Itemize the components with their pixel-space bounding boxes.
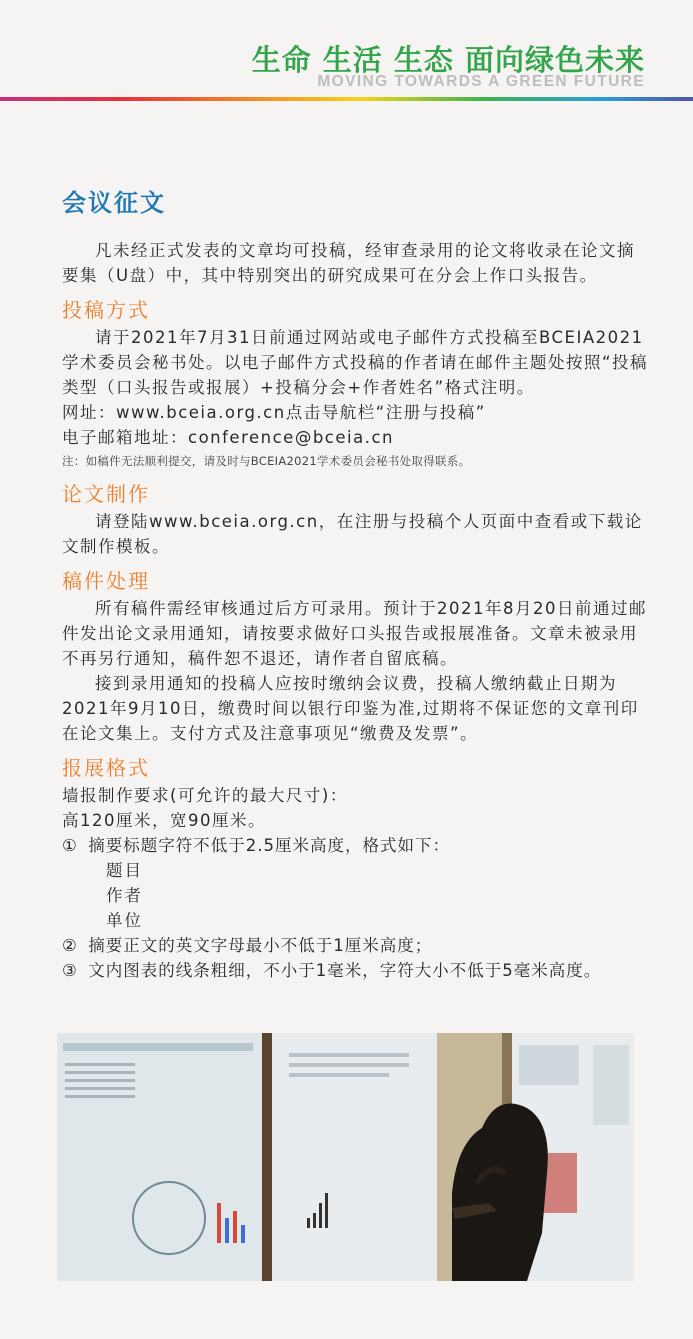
poster-format-line: 作者 xyxy=(106,886,143,905)
section-title-preparation: 论文制作 xyxy=(62,482,150,506)
section-title-submission: 投稿方式 xyxy=(62,298,150,322)
poster-list-item: ① 摘要标题字符不低于2.5厘米高度，格式如下： xyxy=(62,836,450,855)
poster-format-line: 单位 xyxy=(106,911,143,930)
section-title-poster: 报展格式 xyxy=(62,756,150,780)
submission-body: 请于2021年7月31日前通过网站或电子邮件方式投稿至BCEIA2021学术委员会秘书处。以电子邮件方式投稿的作者请在邮件主题处按照“投稿类型（口头报告或报展）+投稿分会+作者姓名”格式注明。 xyxy=(62,328,649,397)
processing-paragraph-2: 接到录用通知的投稿人应按时缴纳会议费，投稿人缴纳截止日期为2021年9月10日，缴费时间以银行印鉴为准,过期将不保证您的文章刊印在论文集上。支付方式及注意事项见“缴费及发票”。 xyxy=(62,674,639,743)
section-title-processing: 稿件处理 xyxy=(62,569,150,593)
poster-list-item: ② 摘要正文的英文字母最小不低于1厘米高度； xyxy=(62,936,433,955)
section-title-call-for-papers: 会议征文 xyxy=(62,189,166,217)
call-for-papers-intro: 凡未经正式发表的文章均可投稿，经审查录用的论文将收录在论文摘要集（U盘）中，其中特别突出的研究成果可在分会上作口头报告。 xyxy=(62,241,635,285)
slogan-english: MOVING TOWARDS A GREEN FUTURE xyxy=(317,73,645,90)
rainbow-divider xyxy=(0,97,693,101)
poster-format-line: 题目 xyxy=(106,861,143,880)
poster-session-photo xyxy=(57,1033,634,1281)
processing-paragraph-1: 所有稿件需经审核通过后方可录用。预计于2021年8月20日前通过邮件发出论文录用通知，请按要求做好口头报告或报展准备。文章未被录用不再另行通知，稿件恕不退还，请作者自留底稿。 xyxy=(62,599,647,668)
submission-note: 注：如稿件无法顺利提交，请及时与BCEIA2021学术委员会秘书处取得联系。 xyxy=(62,454,471,468)
main-content xyxy=(62,183,652,983)
poster-list-item: ③ 文内图表的线条粗细，不小于1毫米，字符大小不低于5毫米高度。 xyxy=(62,961,602,980)
page-header xyxy=(0,0,693,110)
poster-size: 高120厘米，宽90厘米。 xyxy=(62,811,266,830)
slogan-chinese: 生命 生活 生态 面向绿色未来 xyxy=(251,43,645,77)
submission-email: 电子邮箱地址：conference@bceia.cn xyxy=(62,428,395,447)
submission-website: 网址：www.bceia.org.cn点击导航栏“注册与投稿” xyxy=(62,403,486,422)
poster-requirement: 墙报制作要求(可允许的最大尺寸)： xyxy=(62,786,348,805)
preparation-body: 请登陆www.bceia.org.cn，在注册与投稿个人页面中查看或下载论文制作模板。 xyxy=(62,512,643,556)
